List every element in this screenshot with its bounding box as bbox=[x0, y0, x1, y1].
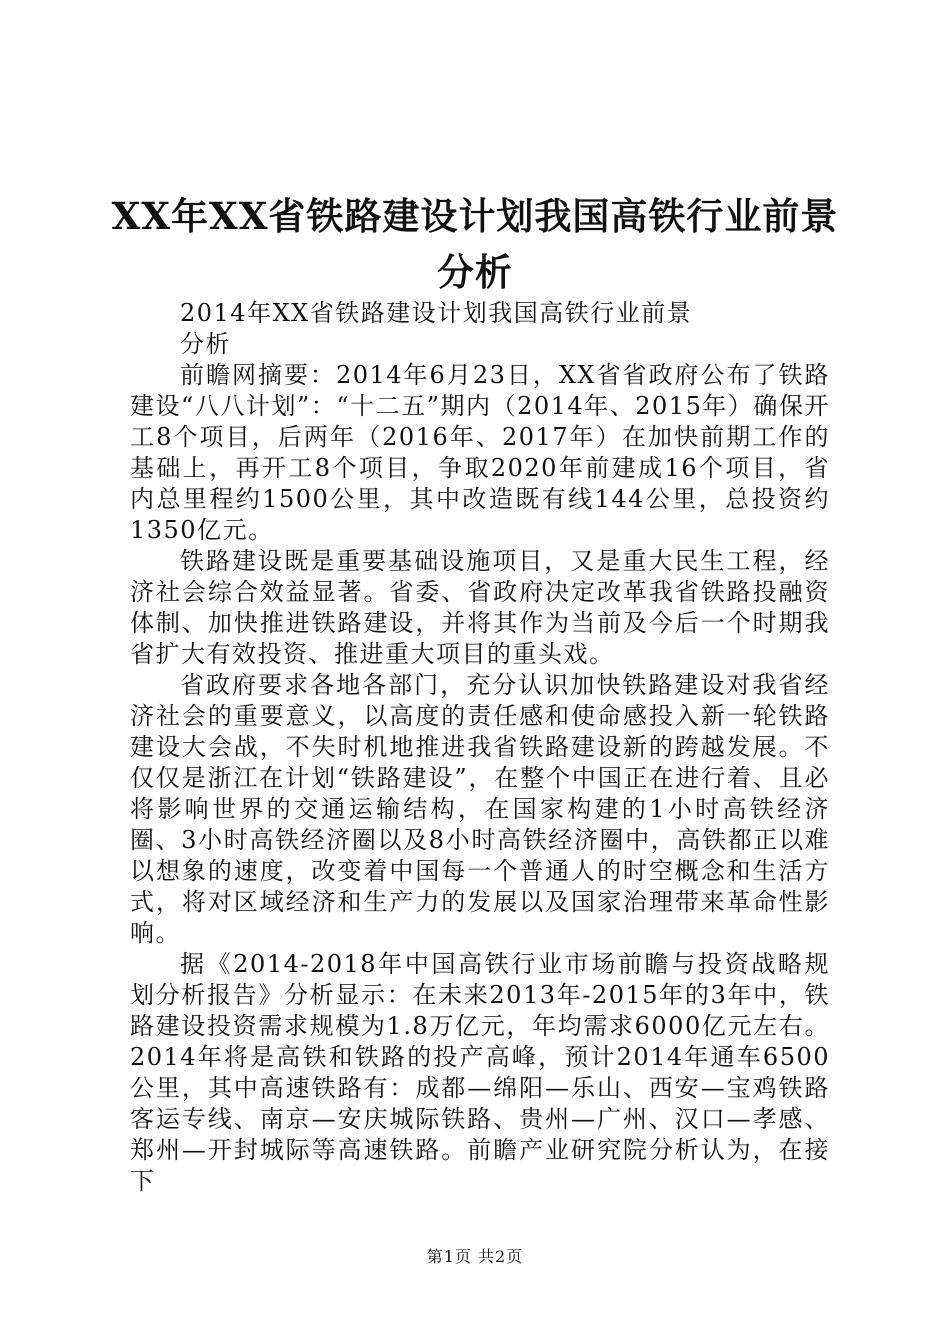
document-body bbox=[130, 298, 830, 1197]
paragraph: 据《2014-2018年中国高铁行业市场前瞻与投资战略规划分析报告》分析显示：在未来2013年-2015年的3年中，铁路建设投资需求规模为1.8万亿元，年均需求6000亿元左右。2014年将是高铁和铁路的投产高峰，预计2014年通车6500公里，其中高速铁路有：成都—绵阳—乐山、西安—宝鸡铁路客运专线、南京—安庆城际铁路、贵州—广州、汉口—孝感、郑州—开封城际等高速铁路。前瞻产业研究院分析认为，在接下 bbox=[130, 950, 830, 1195]
paragraph: 铁路建设既是重要基础设施项目，又是重大民生工程，经济社会综合效益显著。省委、省政府决定改革我省铁路投融资体制、加快推进铁路建设，并将其作为当前及今后一个时期我省扩大有效投资、推进重大项目的重头戏。 bbox=[130, 547, 830, 668]
page-footer: 第1页 共2页 bbox=[426, 1247, 524, 1266]
subtitle-line: 2014年XX省铁路建设计划我国高铁行业前景 bbox=[180, 299, 693, 327]
document-title: XX年XX省铁路建设计划我国高铁行业前景分析 bbox=[111, 194, 839, 294]
paragraph: 前瞻网摘要：2014年6月23日，XX省省政府公布了铁路建设“八八计划”：“十二五”期内（2014年、2015年）确保开工8个项目，后两年（2016年、2017年）在加快前期工作的基础上，再开工8个项目，争取2020年前建成16个项目，省内总里程约1500公里，其中改造既有线144公里，总投资约1350亿元。 bbox=[130, 361, 830, 544]
paragraph: 省政府要求各地各部门，充分认识加快铁路建设对我省经济社会的重要意义，以高度的责任感和使命感投入新一轮铁路建设大会战，不失时机地推进我省铁路建设新的跨越发展。不仅仅是浙江在计划“铁路建设”，在整个中国正在进行着、且必将影响世界的交通运输结构，在国家构建的1小时高铁经济圈、3小时高铁经济圈以及8小时高铁经济圈中，高铁都正以难以想象的速度，改变着中国每一个普通人的时空概念和生活方式，将对区域经济和生产力的发展以及国家治理带来革命性影响。 bbox=[130, 671, 830, 947]
subtitle-line: 分析 bbox=[180, 330, 231, 358]
